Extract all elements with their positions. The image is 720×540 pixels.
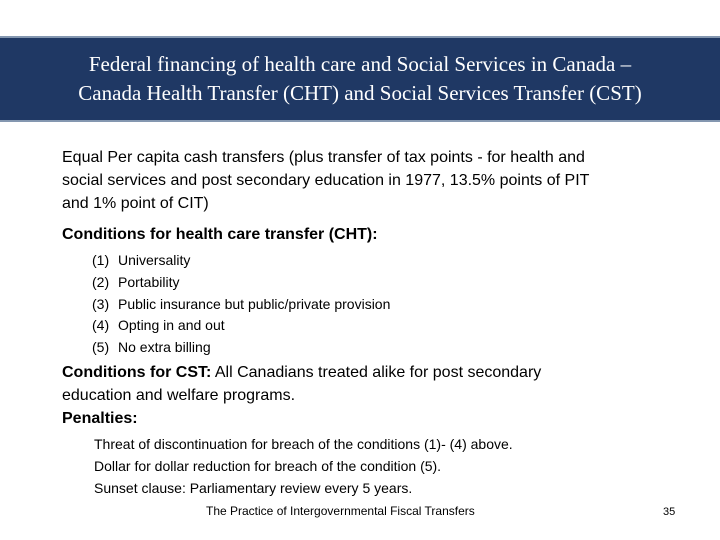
cht-conditions-list (92, 250, 702, 359)
intro-paragraph (62, 146, 702, 215)
item-text: Opting in and out (118, 317, 225, 334)
cst-paragraph (62, 361, 702, 430)
item-text: Universality (118, 252, 191, 268)
title-banner (0, 36, 720, 122)
list-item (92, 315, 702, 337)
slide-title-line-2: Canada Health Transfer (CHT) and Social Services Transfer (CST) (78, 81, 642, 105)
cht-conditions-heading: Conditions for health care transfer (CHT): (62, 226, 378, 243)
slide-body (62, 146, 702, 499)
item-number: (5) (92, 339, 110, 356)
list-item: Threat of discontinuation for breach of the conditions (1)- (4) above. (94, 435, 513, 452)
list-item (92, 250, 702, 272)
cst-text-line-2: education and welfare programs. (62, 386, 296, 404)
list-item: Sunset clause: Parliamentary review every 5 years. (94, 479, 413, 496)
item-number: (1) (92, 252, 110, 268)
item-text: Public insurance but public/private provision (118, 295, 391, 312)
cst-heading: Conditions for CST: (62, 363, 212, 381)
item-number: (3) (92, 295, 110, 312)
intro-line-2: social services and post secondary education in 1977, 13.5% points of PIT (62, 172, 590, 189)
item-text: No extra billing (118, 339, 211, 356)
item-text: Portability (118, 273, 180, 290)
penalties-heading: Penalties: (62, 409, 138, 427)
item-number: (4) (92, 317, 110, 334)
list-item (92, 294, 702, 316)
list-item (92, 337, 702, 359)
list-item: Dollar for dollar reduction for breach of the condition (5). (94, 457, 442, 474)
intro-line-1: Equal Per capita cash transfers (plus transfer of tax points - for health and (62, 149, 585, 166)
penalties-list (94, 434, 702, 499)
page-number: 35 (663, 506, 676, 518)
cst-text-line-1: All Canadians treated alike for post secondary (211, 363, 542, 381)
list-item (92, 272, 702, 294)
intro-line-3: and 1% point of CIT) (62, 195, 209, 212)
slide-title-line-1: Federal financing of health care and Social Services in Canada – (88, 52, 632, 76)
footer-text: The Practice of Intergovernmental Fiscal Transfers (206, 504, 475, 518)
item-number: (2) (92, 273, 110, 290)
